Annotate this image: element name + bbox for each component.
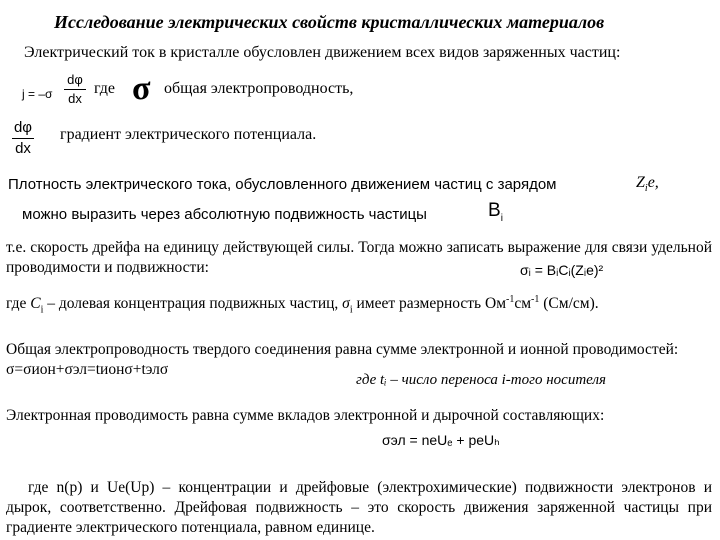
transfer-number-note: где tᵢ – число переноса i-того носителя bbox=[356, 372, 606, 388]
final-paragraph: где n(p) и Ue(Up) – концентрации и дрейфовые (электрохимические) подвижности электронов и дырок, соответственно. Дрейфовая подвижность – это скорость движения заряженной частицы при градиенте электрического потенциала, равном единице. bbox=[6, 479, 712, 536]
mobility-line: можно выразить через абсолютную подвижность частицы bbox=[22, 206, 427, 223]
sigma-i-symbol: σ bbox=[342, 295, 350, 313]
ci-sub: i bbox=[40, 304, 44, 316]
mobility-formula bbox=[488, 200, 503, 224]
electronic-conductivity-paragraph: Электронная проводимость равна сумме вкладов электронной и дырочной составляющих: bbox=[6, 407, 605, 424]
fraction-numerator: dφ bbox=[13, 119, 33, 136]
fraction-denominator: dx bbox=[68, 91, 82, 106]
charge-formula bbox=[636, 174, 659, 194]
sigma-i-sub: i bbox=[349, 304, 353, 316]
sigma-description: общая электропроводность, bbox=[164, 80, 354, 97]
current-equation-fraction bbox=[64, 73, 86, 106]
concentration-line bbox=[6, 294, 599, 315]
ohm-exponent: -1 bbox=[506, 294, 515, 305]
formula-sigma-el: σэл = neUₑ + peUₕ bbox=[382, 432, 500, 448]
ci-text-4: см bbox=[514, 295, 532, 313]
charge-comma: , bbox=[654, 174, 659, 191]
density-line: Плотность электрического тока, обусловленного движением частиц с зарядом bbox=[8, 176, 557, 193]
mobility-b: B bbox=[488, 200, 501, 221]
intro-text: Электрический ток в кристалле обусловлен движением всех видов заряженных частиц: bbox=[24, 44, 621, 61]
charge-e: e bbox=[647, 174, 655, 191]
sigma-symbol: σ bbox=[132, 70, 151, 107]
ci-text-2: – долевая концентрация подвижных частиц, bbox=[43, 295, 343, 313]
gradient-fraction bbox=[12, 120, 34, 157]
where-label: где bbox=[94, 80, 116, 97]
ci-text-1: где bbox=[6, 295, 31, 313]
total-conductivity-paragraph: Общая электропроводность твердого соединения равна сумме электронной и ионной проводимостей: σ=σион+σэл=tионσ+tэлσ bbox=[6, 341, 679, 378]
charge-z-sub: i bbox=[644, 183, 648, 195]
ci-text-3: имеет размерность Ом bbox=[352, 295, 506, 313]
cm-exponent: -1 bbox=[531, 294, 540, 305]
fraction-denominator: dx bbox=[15, 140, 31, 157]
formula-sigma-i: σᵢ = BᵢCᵢ(Zᵢe)² bbox=[520, 262, 604, 278]
ci-text-5: (См/см). bbox=[539, 295, 599, 313]
fraction-numerator: dφ bbox=[67, 72, 83, 87]
ci-symbol: C bbox=[30, 295, 41, 313]
gradient-description: градиент электрического потенциала. bbox=[60, 126, 317, 143]
current-equation-lhs: j = –σ bbox=[22, 87, 53, 101]
page-title: Исследование электрических свойств кристаллических материалов bbox=[54, 12, 605, 32]
charge-z: Z bbox=[636, 174, 645, 191]
drift-paragraph: т.е. скорость дрейфа на единицу действующей силы. Тогда можно записать выражение для связи удельной проводимости и подвижности: bbox=[6, 239, 712, 276]
mobility-b-sub: i bbox=[500, 212, 503, 224]
